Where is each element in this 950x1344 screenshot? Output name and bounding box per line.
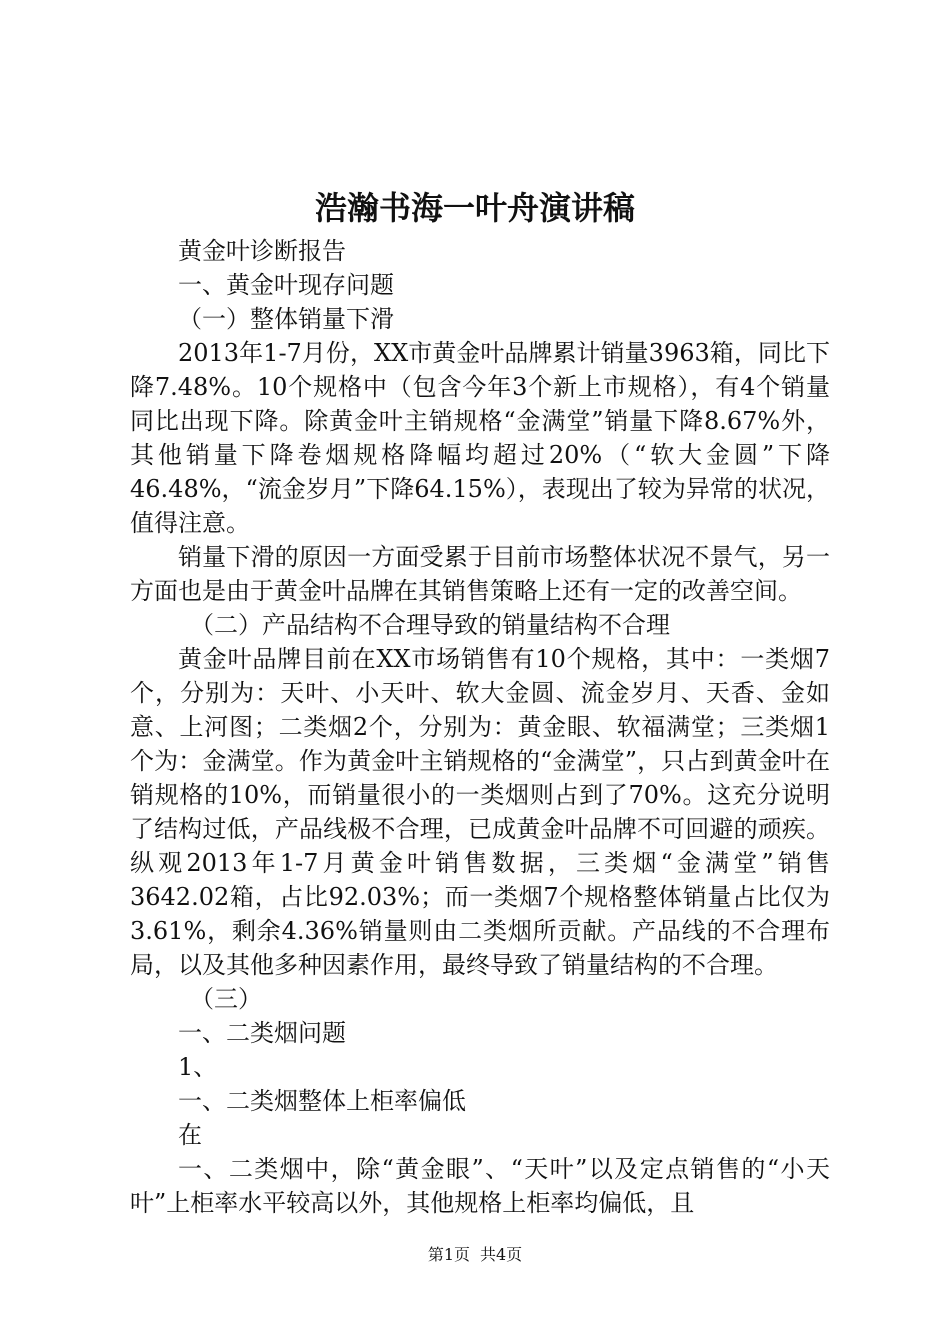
body-paragraph: 一、二类烟中，除“黄金眼”、“天叶”以及定点销售的“小天叶”上柜率水平较高以外，其他规格上柜率均偏低，且: [130, 1155, 830, 1217]
body-paragraph: 在: [178, 1121, 202, 1149]
section-heading: 一、二类烟整体上柜率偏低: [178, 1087, 466, 1115]
list-marker: 1、: [178, 1053, 218, 1081]
subsection-heading: （二）产品结构不合理导致的销量结构不合理: [190, 611, 670, 639]
body-paragraph: 黄金叶品牌目前在XX市场销售有10个规格，其中：一类烟7个，分别为：天叶、小天叶、软大金圆、流金岁月、天香、金如意、上河图；二类烟2个，分别为：黄金眼、软福满堂；三类烟1个为：金满堂。作为黄金叶主销规格的“金满堂”，只占到黄金叶在销规格的10%，而销量很小的一类烟则占到了70%。这充分说明了结构过低，产品线极不合理，已成黄金叶品牌不可回避的顽疾。纵观2013年1-7月黄金叶销售数据，三类烟“金满堂”销售3642.02箱，占比92.03%；而一类烟7个规格整体销量占比仅为3.61%，剩余4.36%销量则由二类烟所贡献。产品线的不合理布局，以及其他多种因素作用，最终导致了销量结构的不合理。: [130, 645, 830, 979]
section-heading: 一、黄金叶现存问题: [178, 271, 394, 299]
page-total: 共4页: [480, 1245, 523, 1264]
page-number: 第1页: [427, 1245, 470, 1264]
body-paragraph: 2013年1-7月份，XX市黄金叶品牌累计销量3963箱，同比下降7.48%。10个规格中（包含今年3个新上市规格），有4个销量同比出现下降。除黄金叶主销规格“金满堂”销量下降8.67%外，其他销量下降卷烟规格降幅均超过20%（“软大金圆”下降46.48%，“流金岁月”下降64.15%），表现出了较为异常的状况，值得注意。: [130, 339, 830, 537]
subsection-heading: （三）: [190, 985, 262, 1013]
document-title: 浩瀚书海一叶舟演讲稿: [314, 189, 635, 227]
body-paragraph: 销量下滑的原因一方面受累于目前市场整体状况不景气，另一方面也是由于黄金叶品牌在其销售策略上还有一定的改善空间。: [130, 543, 830, 605]
document-body: [130, 234, 830, 1220]
page-footer: [0, 1244, 950, 1266]
section-heading: 一、二类烟问题: [178, 1019, 346, 1047]
report-heading: 黄金叶诊断报告: [178, 237, 346, 265]
subsection-heading: （一）整体销量下滑: [178, 305, 394, 333]
